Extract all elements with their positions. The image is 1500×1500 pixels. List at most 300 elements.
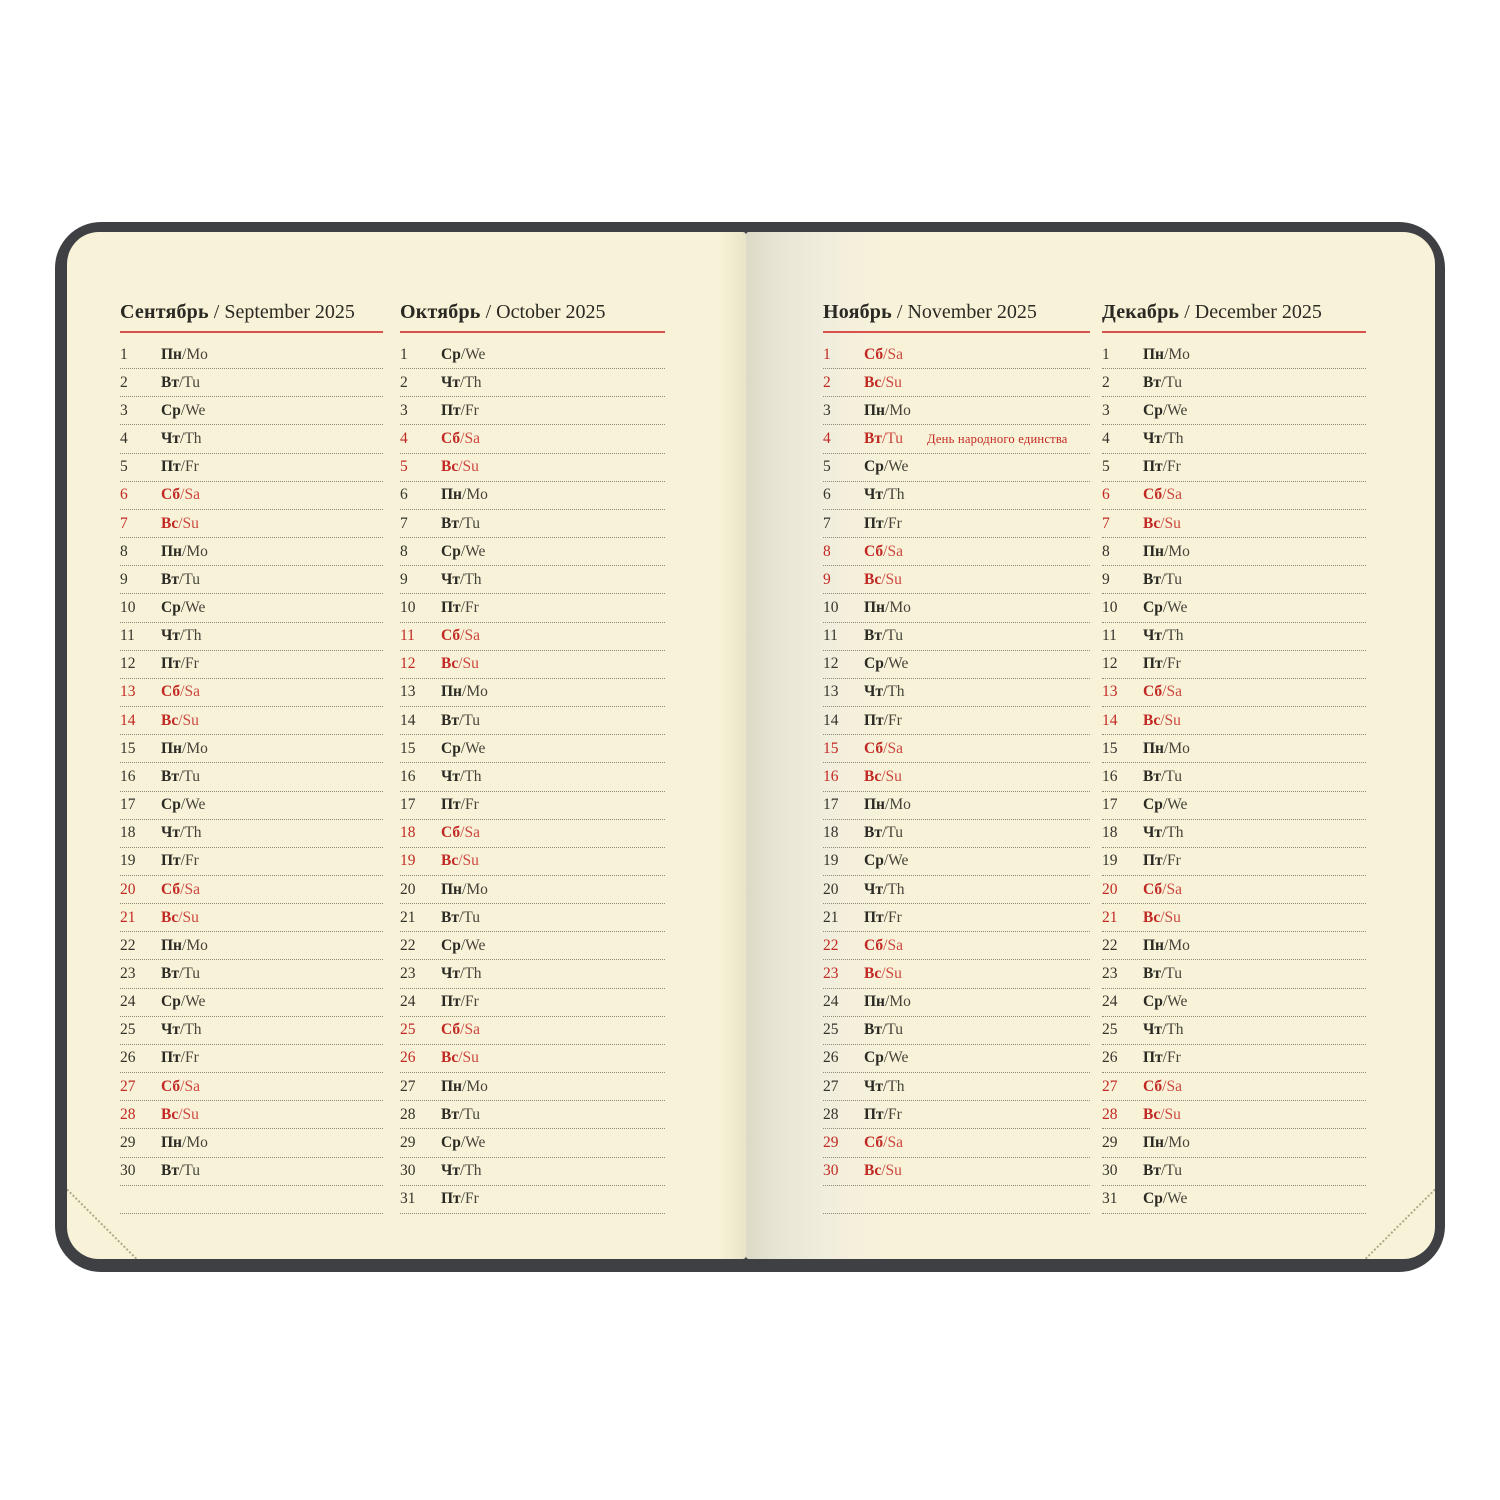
day-number: 8	[120, 542, 128, 560]
weekday-en: Fr	[464, 993, 479, 1011]
weekday-ru: Сб	[441, 627, 461, 645]
weekday-en: Mo	[466, 880, 488, 898]
day-number: 8	[823, 542, 831, 560]
day-row-28	[1102, 1101, 1366, 1129]
weekday-ru: Чт	[441, 373, 460, 391]
day-row-27	[823, 1073, 1090, 1101]
weekday-en: Su	[462, 852, 479, 870]
day-row-5	[400, 454, 665, 482]
day-number: 26	[823, 1049, 839, 1067]
day-row-6	[1102, 482, 1366, 510]
weekday-ru: Вт	[441, 1105, 459, 1123]
weekday-en: Su	[1164, 908, 1181, 926]
weekday-separator: /	[1162, 1049, 1167, 1067]
weekday-ru: Пн	[441, 486, 462, 504]
weekday-ru: Вт	[161, 767, 179, 785]
day-row-17	[1102, 792, 1366, 820]
weekday-separator: /	[1162, 796, 1168, 814]
weekday-en: Th	[184, 824, 202, 842]
weekday-en: Th	[887, 1077, 905, 1095]
day-row-2	[823, 369, 1090, 397]
month-column-november	[823, 300, 1090, 1214]
day-number: 10	[400, 598, 416, 616]
day-number: 29	[400, 1133, 416, 1151]
day-number: 28	[823, 1105, 839, 1123]
weekday-en: Sa	[1166, 486, 1182, 504]
weekday-en: Su	[885, 1162, 902, 1180]
weekday-ru: Вт	[1143, 373, 1161, 391]
weekday-ru: Вт	[864, 1021, 882, 1039]
weekday-separator: /	[881, 767, 886, 785]
day-row-8	[120, 538, 383, 566]
weekday-separator: /	[1162, 430, 1167, 448]
day-row-18	[1102, 820, 1366, 848]
day-row-3	[120, 397, 383, 425]
weekday-separator: /	[1162, 1077, 1167, 1095]
weekday-separator: /	[883, 908, 888, 926]
day-row-14	[823, 707, 1090, 735]
weekday-separator: /	[460, 430, 465, 448]
weekday-ru: Сб	[1143, 486, 1163, 504]
weekday-en: Su	[182, 711, 199, 729]
day-row-23	[1102, 960, 1366, 988]
day-row-10	[400, 594, 665, 622]
weekday-ru: Пт	[864, 908, 884, 926]
weekday-en: Fr	[887, 1105, 902, 1123]
weekday-separator: /	[1160, 965, 1166, 983]
day-number: 5	[823, 458, 831, 476]
weekday-separator: /	[1162, 683, 1167, 701]
day-row-25	[823, 1017, 1090, 1045]
day-number: 9	[1102, 570, 1110, 588]
weekday-separator: /	[180, 1049, 185, 1067]
day-row-17	[120, 792, 383, 820]
weekday-separator: /	[881, 824, 887, 842]
month-title-separator: /	[480, 301, 497, 323]
weekday-ru: Пн	[1143, 345, 1164, 363]
blank-day-row	[120, 1186, 383, 1214]
weekday-separator: /	[462, 683, 467, 701]
day-number: 7	[823, 514, 831, 532]
weekday-separator: /	[1162, 655, 1167, 673]
weekday-en: Su	[462, 1049, 479, 1067]
day-number: 27	[400, 1077, 416, 1095]
day-number: 25	[400, 1021, 416, 1039]
weekday-separator: /	[460, 824, 465, 842]
day-row-5	[823, 454, 1090, 482]
weekday-ru: Чт	[441, 1162, 460, 1180]
day-row-26	[1102, 1045, 1366, 1073]
weekday-separator: /	[881, 1162, 886, 1180]
weekday-ru: Сб	[161, 1077, 181, 1095]
weekday-separator: /	[883, 655, 889, 673]
weekday-ru: Пн	[441, 1077, 462, 1095]
weekday-separator: /	[460, 796, 465, 814]
day-row-9	[823, 566, 1090, 594]
weekday-ru: Вт	[1143, 767, 1161, 785]
day-number: 24	[120, 993, 136, 1011]
day-number: 23	[400, 965, 416, 983]
weekday-en: Th	[1166, 824, 1184, 842]
day-row-30	[400, 1158, 665, 1186]
weekday-ru: Чт	[864, 880, 883, 898]
day-row-14	[120, 707, 383, 735]
weekday-en: We	[185, 796, 206, 814]
weekday-separator: /	[180, 880, 185, 898]
day-rows	[823, 341, 1090, 1214]
weekday-separator: /	[885, 598, 890, 616]
day-row-4	[400, 425, 665, 453]
weekday-ru: Ср	[864, 655, 884, 673]
day-row-11	[823, 623, 1090, 651]
day-number: 16	[120, 767, 136, 785]
weekday-en: Th	[1166, 430, 1184, 448]
weekday-separator: /	[180, 401, 186, 419]
month-title-separator: /	[1179, 301, 1195, 323]
weekday-ru: Пн	[864, 993, 885, 1011]
day-number: 22	[1102, 936, 1118, 954]
weekday-separator: /	[182, 739, 187, 757]
day-number: 25	[823, 1021, 839, 1039]
day-row-8	[1102, 538, 1366, 566]
weekday-separator: /	[180, 458, 185, 476]
weekday-en: Mo	[1168, 542, 1190, 560]
day-number: 30	[120, 1162, 136, 1180]
weekday-en: Sa	[184, 683, 200, 701]
day-number: 31	[1102, 1190, 1118, 1208]
day-number: 3	[1102, 401, 1110, 419]
weekday-ru: Ср	[441, 345, 461, 363]
day-row-25	[400, 1017, 665, 1045]
weekday-ru: Пт	[864, 711, 884, 729]
day-row-22	[1102, 932, 1366, 960]
day-row-12	[1102, 651, 1366, 679]
weekday-separator: /	[1164, 1133, 1169, 1151]
weekday-separator: /	[1160, 908, 1165, 926]
month-title-en: December 2025	[1194, 301, 1322, 323]
day-row-28	[120, 1101, 383, 1129]
weekday-en: Mo	[466, 486, 488, 504]
weekday-separator: /	[180, 655, 185, 673]
weekday-ru: Вт	[1143, 965, 1161, 983]
weekday-en: Fr	[184, 458, 199, 476]
weekday-en: Tu	[1165, 767, 1182, 785]
weekday-separator: /	[460, 627, 465, 645]
weekday-separator: /	[883, 936, 888, 954]
weekday-en: Tu	[183, 965, 200, 983]
weekday-separator: /	[885, 993, 890, 1011]
day-row-26	[823, 1045, 1090, 1073]
weekday-ru: Вт	[864, 627, 882, 645]
weekday-ru: Чт	[1143, 430, 1162, 448]
weekday-separator: /	[460, 401, 465, 419]
weekday-separator: /	[883, 683, 888, 701]
weekday-ru: Вс	[864, 373, 882, 391]
weekday-en: Sa	[887, 739, 903, 757]
weekday-en: Mo	[889, 598, 911, 616]
weekday-ru: Вт	[864, 430, 882, 448]
weekday-separator: /	[1162, 401, 1168, 419]
weekday-en: Th	[464, 767, 482, 785]
weekday-en: Th	[887, 486, 905, 504]
weekday-separator: /	[180, 598, 186, 616]
weekday-en: Mo	[889, 401, 911, 419]
weekday-separator: /	[458, 655, 463, 673]
month-title-ru: Ноябрь	[823, 301, 892, 323]
weekday-separator: /	[883, 486, 888, 504]
day-number: 31	[400, 1190, 416, 1208]
day-number: 4	[400, 430, 408, 448]
weekday-en: We	[465, 345, 486, 363]
weekday-ru: Пт	[161, 458, 181, 476]
weekday-ru: Пн	[161, 936, 182, 954]
day-row-6	[400, 482, 665, 510]
day-row-10	[823, 594, 1090, 622]
weekday-separator: /	[178, 1105, 183, 1123]
day-row-30	[823, 1158, 1090, 1186]
month-header	[120, 300, 383, 333]
weekday-en: Tu	[886, 627, 903, 645]
weekday-en: We	[185, 401, 206, 419]
weekday-en: Mo	[186, 542, 208, 560]
day-row-1	[400, 341, 665, 369]
day-row-9	[1102, 566, 1366, 594]
month-title-separator: /	[208, 301, 225, 323]
day-row-27	[400, 1073, 665, 1101]
weekday-en: Th	[184, 1021, 202, 1039]
weekday-separator: /	[1160, 1162, 1166, 1180]
weekday-separator: /	[180, 627, 185, 645]
weekday-separator: /	[1164, 542, 1169, 560]
day-number: 13	[1102, 683, 1118, 701]
weekday-en: Su	[885, 965, 902, 983]
weekday-ru: Ср	[864, 1049, 884, 1067]
day-row-1	[1102, 341, 1366, 369]
weekday-separator: /	[1160, 570, 1166, 588]
day-number: 17	[120, 796, 136, 814]
day-number: 19	[400, 852, 416, 870]
day-row-10	[1102, 594, 1366, 622]
weekday-en: Tu	[886, 824, 903, 842]
day-row-12	[400, 651, 665, 679]
day-number: 26	[120, 1049, 136, 1067]
day-number: 14	[400, 711, 416, 729]
weekday-ru: Сб	[441, 1021, 461, 1039]
day-row-31	[1102, 1186, 1366, 1214]
day-number: 22	[400, 936, 416, 954]
weekday-en: Mo	[1168, 345, 1190, 363]
day-row-4	[823, 425, 1090, 453]
weekday-separator: /	[178, 908, 183, 926]
weekday-en: Tu	[463, 1105, 480, 1123]
weekday-en: Tu	[1165, 1162, 1182, 1180]
weekday-en: Sa	[1166, 683, 1182, 701]
weekday-en: Th	[464, 373, 482, 391]
weekday-ru: Чт	[1143, 824, 1162, 842]
day-row-25	[120, 1017, 383, 1045]
weekday-en: Su	[182, 1105, 199, 1123]
weekday-separator: /	[1164, 936, 1169, 954]
weekday-en: Su	[1164, 1105, 1181, 1123]
weekday-separator: /	[1162, 486, 1167, 504]
weekday-ru: Вс	[161, 711, 179, 729]
day-number: 26	[1102, 1049, 1118, 1067]
day-number: 11	[1102, 627, 1117, 645]
weekday-ru: Чт	[864, 683, 883, 701]
weekday-ru: Вс	[161, 1105, 179, 1123]
day-row-9	[120, 566, 383, 594]
day-number: 25	[1102, 1021, 1118, 1039]
month-title-en: October 2025	[496, 301, 606, 323]
weekday-ru: Ср	[1143, 598, 1163, 616]
month-title-ru: Декабрь	[1102, 301, 1180, 323]
weekday-en: Su	[182, 908, 199, 926]
day-number: 18	[1102, 824, 1118, 842]
day-number: 27	[823, 1077, 839, 1095]
weekday-ru: Ср	[441, 936, 461, 954]
weekday-en: Su	[885, 373, 902, 391]
weekday-separator: /	[458, 852, 463, 870]
day-row-26	[400, 1045, 665, 1073]
day-row-5	[1102, 454, 1366, 482]
day-row-19	[120, 848, 383, 876]
weekday-en: Sa	[1166, 880, 1182, 898]
day-number: 29	[1102, 1133, 1118, 1151]
day-row-7	[1102, 510, 1366, 538]
weekday-ru: Вс	[1143, 514, 1161, 532]
day-number: 8	[400, 542, 408, 560]
month-header	[823, 300, 1090, 333]
weekday-ru: Сб	[864, 345, 884, 363]
weekday-ru: Пн	[1143, 936, 1164, 954]
weekday-ru: Сб	[1143, 1077, 1163, 1095]
day-row-19	[400, 848, 665, 876]
weekday-separator: /	[883, 852, 889, 870]
weekday-ru: Чт	[864, 1077, 883, 1095]
weekday-ru: Пн	[1143, 542, 1164, 560]
weekday-en: Fr	[184, 1049, 199, 1067]
weekday-separator: /	[178, 711, 183, 729]
weekday-separator: /	[180, 683, 185, 701]
day-number: 3	[823, 401, 831, 419]
weekday-ru: Вс	[864, 1162, 882, 1180]
day-number: 2	[400, 373, 408, 391]
weekday-ru: Сб	[441, 824, 461, 842]
weekday-separator: /	[180, 1021, 185, 1039]
weekday-en: We	[465, 1133, 486, 1151]
day-row-16	[120, 763, 383, 791]
weekday-separator: /	[460, 570, 465, 588]
day-number: 19	[120, 852, 136, 870]
day-row-29	[1102, 1129, 1366, 1157]
day-number: 6	[823, 486, 831, 504]
day-number: 13	[400, 683, 416, 701]
day-row-17	[400, 792, 665, 820]
day-number: 11	[823, 627, 838, 645]
weekday-separator: /	[881, 627, 887, 645]
weekday-ru: Чт	[161, 430, 180, 448]
weekday-en: Su	[1164, 711, 1181, 729]
day-number: 18	[823, 824, 839, 842]
weekday-separator: /	[1162, 993, 1168, 1011]
weekday-ru: Ср	[441, 542, 461, 560]
weekday-en: Fr	[1166, 852, 1181, 870]
weekday-en: We	[185, 598, 206, 616]
weekday-en: Tu	[183, 373, 200, 391]
day-number: 26	[400, 1049, 416, 1067]
weekday-separator: /	[178, 965, 184, 983]
day-row-7	[120, 510, 383, 538]
weekday-en: Mo	[186, 936, 208, 954]
weekday-separator: /	[881, 570, 886, 588]
weekday-separator: /	[178, 570, 184, 588]
weekday-separator: /	[460, 1021, 465, 1039]
weekday-separator: /	[182, 542, 187, 560]
day-row-3	[400, 397, 665, 425]
weekday-ru: Вт	[441, 908, 459, 926]
day-number: 4	[120, 430, 128, 448]
weekday-en: Th	[184, 627, 202, 645]
weekday-ru: Сб	[441, 430, 461, 448]
weekday-ru: Вт	[161, 1162, 179, 1180]
weekday-en: Fr	[464, 401, 479, 419]
weekday-separator: /	[462, 880, 467, 898]
weekday-en: Su	[885, 767, 902, 785]
day-number: 9	[120, 570, 128, 588]
weekday-en: Sa	[464, 430, 480, 448]
weekday-en: Mo	[186, 345, 208, 363]
day-row-15	[400, 735, 665, 763]
weekday-en: We	[1167, 598, 1188, 616]
day-number: 10	[823, 598, 839, 616]
day-row-21	[1102, 904, 1366, 932]
weekday-separator: /	[1162, 852, 1167, 870]
weekday-separator: /	[460, 739, 466, 757]
weekday-ru: Пт	[441, 993, 461, 1011]
day-number: 27	[1102, 1077, 1118, 1095]
day-number: 6	[1102, 486, 1110, 504]
blank-day-row	[823, 1186, 1090, 1214]
weekday-separator: /	[883, 1105, 888, 1123]
day-number: 1	[823, 345, 831, 363]
day-row-27	[1102, 1073, 1366, 1101]
weekday-ru: Ср	[161, 993, 181, 1011]
day-row-20	[120, 876, 383, 904]
day-row-21	[120, 904, 383, 932]
weekday-en: We	[888, 458, 909, 476]
weekday-ru: Сб	[161, 880, 181, 898]
day-number: 23	[1102, 965, 1118, 983]
day-number: 4	[1102, 430, 1110, 448]
weekday-separator: /	[1160, 373, 1166, 391]
weekday-separator: /	[180, 852, 185, 870]
day-rows	[400, 341, 665, 1214]
month-title-ru: Октябрь	[400, 301, 481, 323]
month-title-en: September 2025	[224, 301, 355, 323]
month-title-separator: /	[891, 301, 908, 323]
weekday-en: We	[1167, 401, 1188, 419]
day-number: 28	[120, 1105, 136, 1123]
day-row-24	[823, 989, 1090, 1017]
weekday-ru: Вс	[864, 570, 882, 588]
day-number: 6	[400, 486, 408, 504]
day-number: 24	[1102, 993, 1118, 1011]
weekday-en: Su	[182, 514, 199, 532]
weekday-en: We	[1167, 796, 1188, 814]
day-number: 14	[120, 711, 136, 729]
weekday-separator: /	[883, 1133, 888, 1151]
day-row-22	[120, 932, 383, 960]
